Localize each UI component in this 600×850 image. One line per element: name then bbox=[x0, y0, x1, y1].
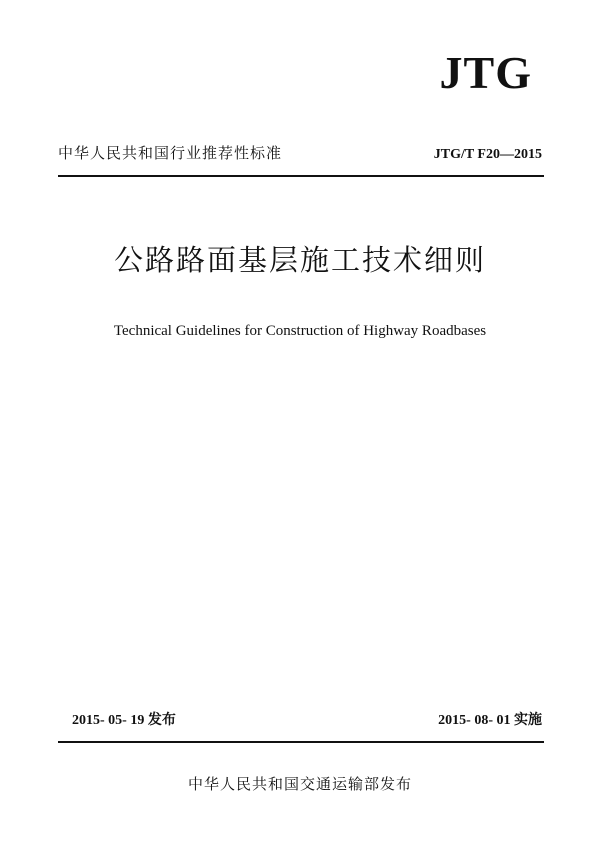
document-title-chinese: 公路路面基层施工技术细则 bbox=[113, 243, 486, 277]
jtg-logo: JTG bbox=[439, 47, 532, 98]
footer-divider bbox=[58, 741, 544, 743]
document-title-english: Technical Guidelines for Construction of Highway Roadbases bbox=[113, 323, 487, 339]
issue-date: 2015- 05- 19 发布 bbox=[72, 713, 176, 728]
effective-date: 2015- 08- 01 实施 bbox=[438, 713, 542, 728]
standard-code: JTG/T F20—2015 bbox=[433, 147, 542, 162]
issuing-authority: 中华人民共和国交通运输部发布 bbox=[187, 775, 412, 793]
standard-type: 中华人民共和国行业推荐性标准 bbox=[58, 144, 283, 162]
header-divider bbox=[58, 175, 544, 177]
